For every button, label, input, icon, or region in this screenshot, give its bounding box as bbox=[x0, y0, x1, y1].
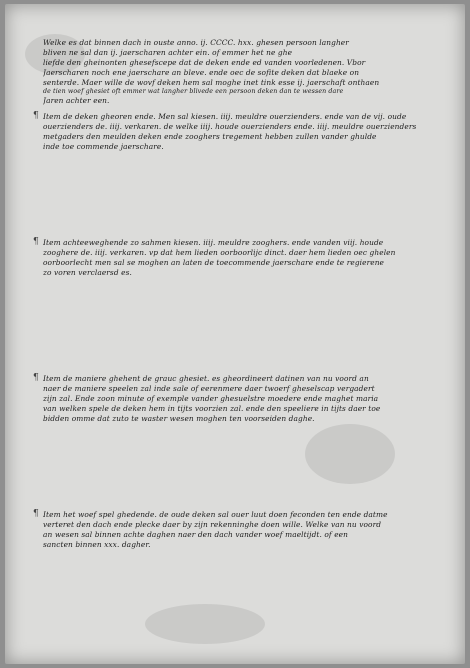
paragraph-mark: ¶ bbox=[33, 509, 39, 519]
manuscript-page bbox=[5, 4, 465, 664]
text-line: verteret den dach ende plecke daer by zijn rekenninghe doen wille. Welke van nu voord bbox=[43, 520, 382, 529]
text-line: Item het woef spel ghedende. de oude deken sal ouer luut doen feconden ten ende datme bbox=[43, 510, 388, 519]
text-line: sancten binnen xxx. dagher. bbox=[43, 540, 151, 549]
text-line: Item achteeweghende zo sahmen kiesen. iiij. meuldre zooghers. ende vanden viij. houde bbox=[43, 238, 384, 247]
text-line: an wesen sal binnen achte daghen naer den dach vander woef maeltijdt. of een bbox=[43, 530, 349, 539]
text-line: Welke es dat binnen dach in ouste anno. ij. CCCC. hxx. ghesen persoon langher bbox=[43, 38, 349, 47]
text-line: bliven ne sal dan ij. jaerscharen achter ein. of emmer het ne ghe bbox=[43, 48, 293, 57]
text-line: ouerzienders de. iiij. verkaren. de welke iiij. houde ouerzienders ende. iiij. meuldre ouerzienders bbox=[43, 122, 417, 131]
paragraph-mark: ¶ bbox=[33, 111, 39, 121]
paragraph-3 bbox=[33, 237, 448, 278]
paper-stain bbox=[305, 424, 395, 484]
paragraph-1 bbox=[43, 38, 448, 106]
paragraph-mark: ¶ bbox=[33, 237, 39, 247]
text-line: de tien woef ghesiet oft emmer wat langher blivede een persoon deken dan te wessen dare bbox=[43, 88, 344, 95]
text-line: inde toe commende jaerschare. bbox=[43, 142, 164, 151]
text-line: bidden omme dat zuto te waster wesen moghen ten voorseiden daghe. bbox=[43, 414, 315, 423]
text-line: van welken spele de deken hem in tijts voorzien zal. ende den speeliere in tijts daer toe bbox=[43, 404, 381, 413]
text-line: oorboorlecht men sal se moghen an laten de toecommende jaerschare ende te regierene bbox=[43, 258, 385, 267]
text-line: zijn zal. Ende zoon minute of exemple vander ghesuelstre moedere ende maghet maria bbox=[43, 394, 379, 403]
paper-stain bbox=[145, 604, 265, 644]
paragraph-2 bbox=[33, 111, 448, 152]
text-line: Jaren achter een. bbox=[43, 96, 110, 105]
paragraph-5 bbox=[33, 509, 448, 550]
paragraph-4 bbox=[33, 373, 448, 424]
text-line: metgaders den meulden deken ende zooghers tregement hebben zullen vander ghulde bbox=[43, 132, 377, 141]
text-line: liefde den gheinonten ghesefscepe dat de deken ende ed vanden voorledenen. Vbor bbox=[43, 58, 366, 67]
text-line: Jaerscharen noch ene jaerschare an bleve. ende oec de sofite deken dat blaeke on bbox=[43, 68, 360, 77]
text-line: zooghere de. iiij. verkaren. vp dat hem lieden oorboorlijc dinct. daer hem lieden oec ghelen bbox=[43, 248, 396, 257]
text-line: Item de maniere ghehent de grauc ghesiet. es gheordineert datinen van nu voord an bbox=[43, 374, 369, 383]
text-line: naer de maniere speelen zal inde sale of eerenmere daer twoerf gheselscap vergadert bbox=[43, 384, 375, 393]
text-line: Item de deken gheoren ende. Men sal kiesen. iiij. meuldre ouerzienders. ende van de vij. oude bbox=[43, 112, 407, 121]
text-line: senterde. Maer wille de wovf deken hem sal moghe inet tink esse ij. jaerschaft onthaen bbox=[43, 78, 380, 87]
paragraph-mark: ¶ bbox=[33, 373, 39, 383]
text-line: zo voren verclaersd es. bbox=[43, 268, 132, 277]
